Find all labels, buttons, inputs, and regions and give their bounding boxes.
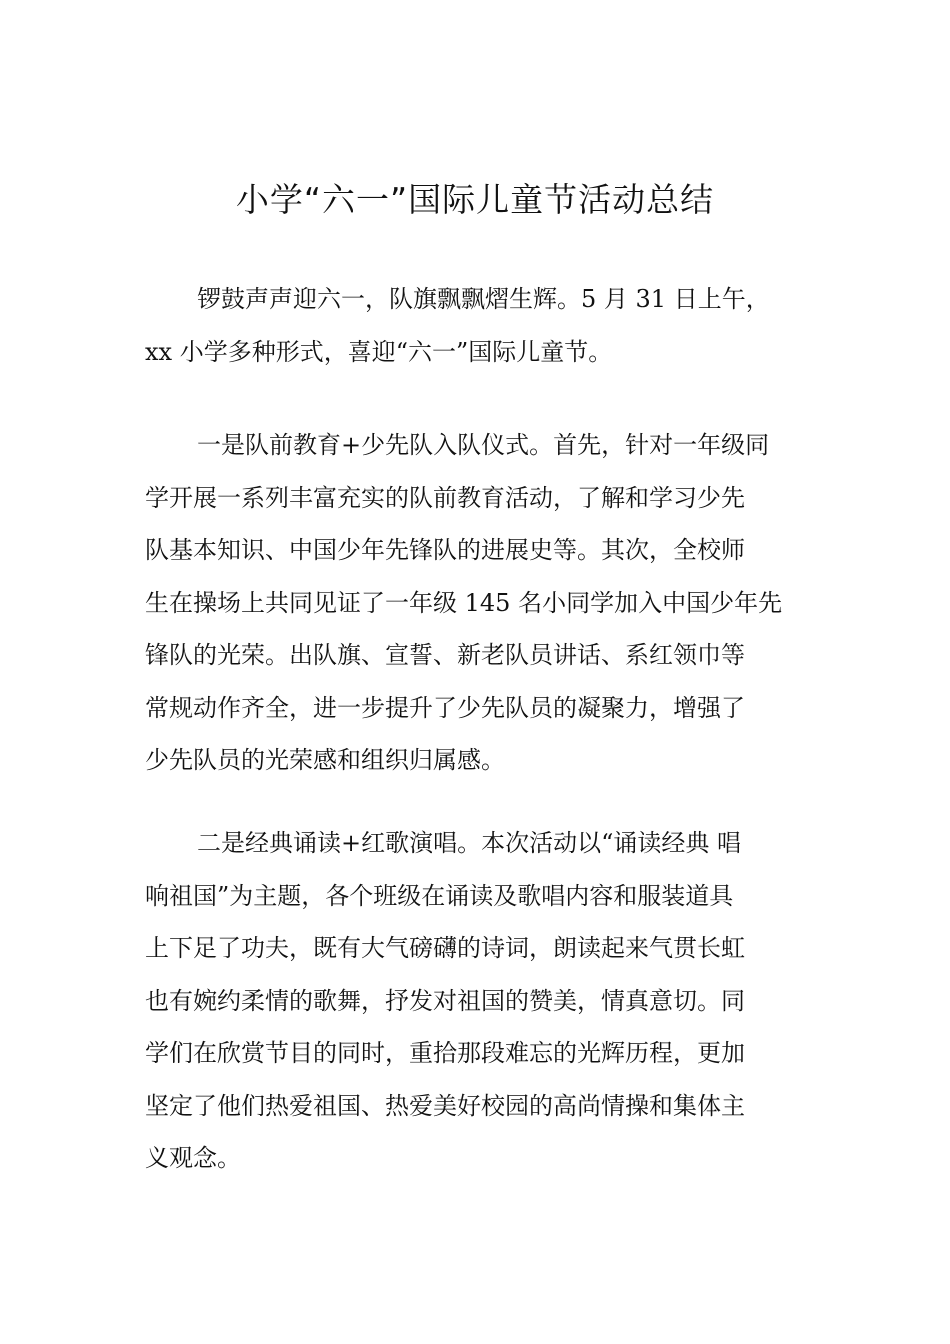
- paragraph-induction-ceremony: [145, 419, 810, 787]
- paragraph-line: 锋队的光荣。出队旗、宣誓、新老队员讲话、系红领巾等: [145, 641, 745, 669]
- paragraph-line: 上下足了功夫，既有大气磅礴的诗词，朗读起来气贯长虹: [145, 934, 745, 962]
- paragraph-line: 响祖国”为主题，各个班级在诵读及歌唱内容和服装道具: [145, 881, 734, 910]
- paragraph-classic-reading: [145, 817, 810, 1185]
- paragraph-line: 也有婉约柔情的歌舞，抒发对祖国的赞美，情真意切。同: [145, 986, 745, 1015]
- document-title: 小学“六一”国际儿童节活动总结: [235, 180, 715, 219]
- paragraph-line: 学开展一系列丰富充实的队前教育活动，了解和学习少先: [145, 483, 745, 512]
- paragraph-line: 少先队员的光荣感和组织归属感。: [145, 746, 505, 774]
- paragraph-line: xx 小学多种形式，喜迎“六一”国际儿童节。: [145, 337, 613, 366]
- paragraph-line: 锣鼓声声迎六一，队旗飘飘熠生辉。5 月 31 日上午，: [197, 285, 770, 313]
- paragraph-line: 队基本知识、中国少年先锋队的进展史等。其次，全校师: [145, 536, 745, 564]
- paragraph-line: 坚定了他们热爱祖国、热爱美好校园的高尚情操和集体主: [145, 1091, 745, 1120]
- paragraph-line: 学们在欣赏节目的同时，重拾那段难忘的光辉历程，更加: [145, 1039, 745, 1067]
- paragraph-line: 常规动作齐全，进一步提升了少先队员的凝聚力，增强了: [145, 693, 745, 722]
- paragraph-line: 生在操场上共同见证了一年级 145 名小同学加入中国少年先: [145, 588, 783, 617]
- paragraph-intro: [145, 273, 810, 378]
- paragraph-line: 二是经典诵读+红歌演唱。本次活动以“诵读经典 唱: [197, 829, 742, 857]
- paragraph-line: 一是队前教育+少先队入队仪式。首先，针对一年级同: [197, 431, 770, 459]
- paragraph-line: 义观念。: [145, 1144, 241, 1172]
